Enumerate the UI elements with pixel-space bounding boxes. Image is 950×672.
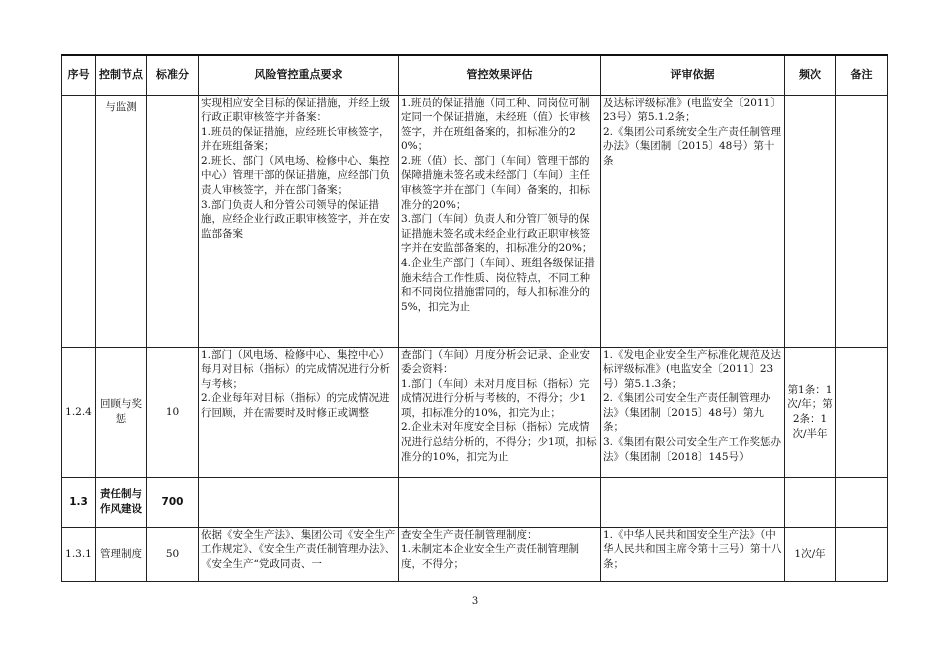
row-basis (601, 95, 785, 347)
header-requirements: 风险管控重点要求 (199, 55, 399, 95)
basis-line: 1.《中华人民共和国安全生产法》（中华人民共和国主席令第十三号）第十八条； (603, 528, 782, 570)
evaluation-line: 2.企业未对年度安全目标（指标）完成情况进行总结分析的，不得分；少1项，扣标准分的10%，扣完为止 (401, 421, 597, 463)
evaluation-line: 2.班（值）长、部门（车间）管理干部的保障措施未签名或未经部门（车间）主任审核签字并在部门（车间）备案的，扣标准分的20%； (401, 154, 590, 211)
row-score: 10 (147, 347, 199, 477)
row-no: 1.2.4 (62, 347, 96, 477)
requirement-line: 1.部门（风电场、检修中心、集控中心）每月对目标（指标）的完成情况进行分析与考核； (201, 348, 390, 390)
header-row (62, 55, 888, 95)
basis-line: 2.《集团公司系统安全生产责任制管理办法》（集团制〔2015〕48号）第十条 (603, 125, 782, 167)
evaluation-line: 1.班员的保证措施（同工种、同岗位可制定同一个保证措施，未经班（值）长审核签字，并在班组备案的，扣标准分的20%； (401, 96, 590, 153)
row-score (147, 95, 199, 347)
evaluation-line: 4.企业生产部门（车间）、班组各级保证措施未结合工作性质、岗位特点，不同工种和不同岗位措施雷同的，每人扣标准分的5%，扣完为止 (401, 257, 595, 313)
row-basis (601, 477, 785, 527)
requirement-line: 2.班长、部门（风电场、检修中心、集控中心）管理干部的保证措施，应经部门负责人审核签字，并在部门备案； (201, 154, 390, 197)
row-score: 700 (147, 477, 199, 527)
row-node: 与监测 (96, 95, 147, 347)
row-frequency: 第1条：1次/年；第2条：1次/半年 (785, 347, 836, 477)
row-evaluation (399, 477, 601, 527)
row-score: 50 (147, 527, 199, 581)
row-requirements (199, 95, 399, 347)
row-evaluation (399, 347, 601, 477)
row-remarks (836, 527, 888, 581)
evaluation-line: 查安全生产责任制管理制度： (401, 528, 538, 541)
header-frequency: 频次 (785, 55, 836, 95)
row-requirements (199, 527, 399, 581)
row-node: 责任制与作风建设 (96, 477, 147, 527)
header-basis: 评审依据 (601, 55, 785, 95)
evaluation-line: 查部门（车间）月度分析会记录、企业安委会资料： (401, 348, 590, 376)
basis-line: 1.《发电企业安全生产标准化规范及达标评级标准》(电监安全〔2011〕23号）第5.1.3条； (603, 348, 782, 390)
row-frequency (785, 477, 836, 527)
header-score: 标准分 (147, 55, 199, 95)
row-no (62, 95, 96, 347)
row-remarks (836, 347, 888, 477)
table-row (62, 95, 888, 347)
row-no: 1.3 (62, 477, 96, 527)
requirement-line: 实现相应安全目标的保证措施，并经上级行政正职审核签字并备案： (201, 96, 390, 124)
requirement-line: 2.企业每年对目标（指标）的完成情况进行回顾，并在需要时及时修正或调整 (201, 392, 390, 419)
row-remarks (836, 477, 888, 527)
evaluation-line: 1.未制定本企业安全生产责任制管理制度，不得分； (401, 543, 580, 570)
row-remarks (836, 95, 888, 347)
evaluation-line: 1.部门（车间）未对月度目标（指标）完成情况进行分析与考核的，不得分；少1项，扣标准分的10%，扣完为止； (401, 377, 590, 419)
table-row (62, 347, 888, 477)
evaluation-line: 3.部门（车间）负责人和分管厂领导的保证措施未签名或未经企业行政正职审核签字并在安监部备案的，扣标准分的20%； (401, 213, 593, 255)
row-basis (601, 347, 785, 477)
header-remarks: 备注 (836, 55, 888, 95)
row-frequency: 1次/年 (785, 527, 836, 581)
page-number: 3 (471, 596, 479, 607)
header-node: 控制节点 (96, 55, 147, 95)
header-evaluation: 管控效果评估 (399, 55, 601, 95)
header-no: 序号 (62, 55, 96, 95)
table-row (62, 527, 888, 581)
row-evaluation (399, 527, 601, 581)
requirement-line: 3.部门负责人和分管公司领导的保证措施，应经企业行政正职审核签字，并在安监部备案 (201, 198, 390, 240)
basis-line: 及达标评级标准》(电监安全〔2011〕23号）第5.1.2条； (603, 96, 781, 124)
row-node: 管理制度 (96, 527, 147, 581)
row-basis (601, 527, 785, 581)
evaluation-table (61, 54, 888, 582)
row-evaluation (399, 95, 601, 347)
row-requirements (199, 477, 399, 527)
row-frequency (785, 95, 836, 347)
basis-line: 2.《集团公司安全生产责任制管理办法》（集团制〔2015〕48号）第九条； (603, 392, 771, 434)
requirement-line: 依据《安全生产法》、集团公司《安全生产工作规定》、《安全生产责任制管理办法》、《安全生产“党政同责、一 (201, 528, 396, 570)
table-row (62, 477, 888, 527)
row-requirements (199, 347, 399, 477)
row-node: 回顾与奖惩 (96, 347, 147, 477)
requirement-line: 1.班员的保证措施，应经班长审核签字，并在班组备案； (201, 125, 390, 153)
basis-line: 3.《集团有限公司安全生产工作奖惩办法》（集团制〔2018〕145号） (603, 436, 782, 463)
row-no: 1.3.1 (62, 527, 96, 581)
